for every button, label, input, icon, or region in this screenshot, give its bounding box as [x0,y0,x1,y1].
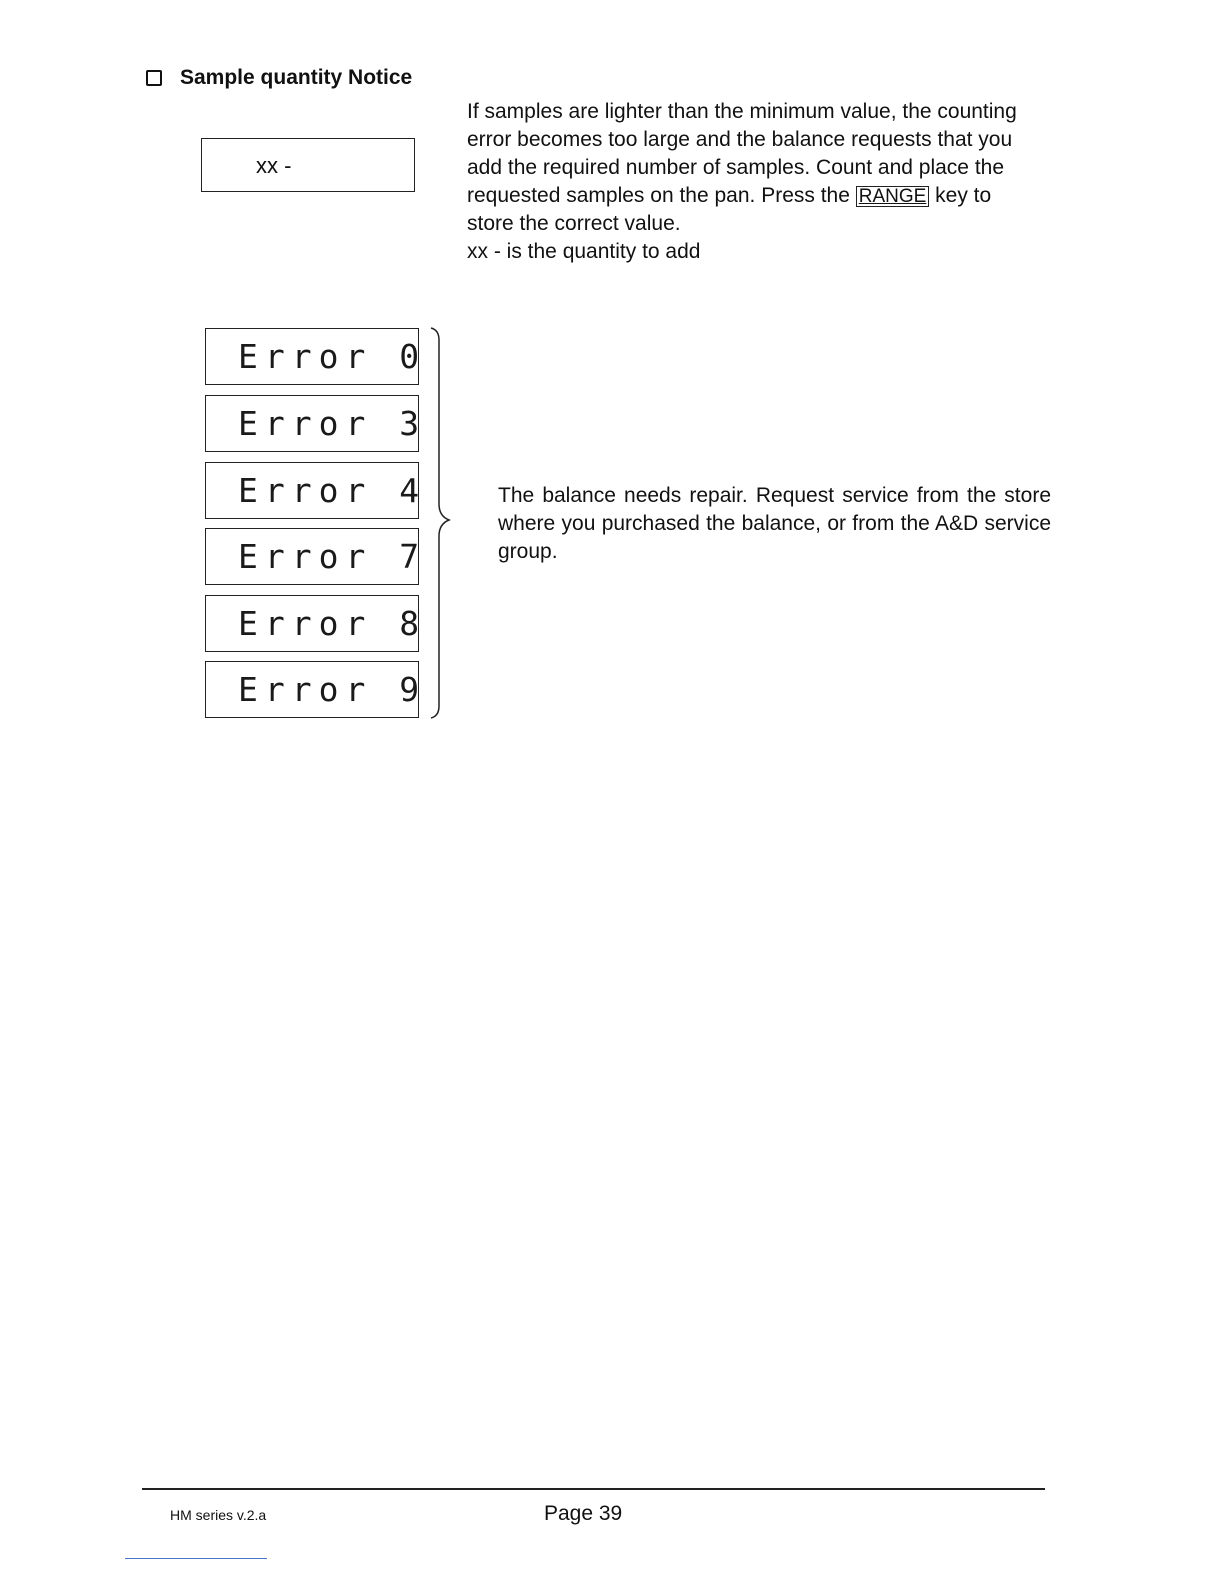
notice-display: xx - [201,138,415,192]
link-underline [125,1558,267,1559]
page-number: Page 39 [544,1502,623,1525]
error-display: Error 3 [205,395,419,452]
range-key: RANGE [856,186,930,207]
error-display: Error 0 [205,328,419,385]
error-display: Error 4 [205,462,419,519]
grouping-brace [425,326,455,720]
section-title: Sample quantity Notice [180,66,413,89]
notice-description [467,98,1052,266]
notice-line: add the required number of samples. Count and place the [467,156,1005,179]
footer-divider [142,1488,1045,1490]
notice-line: error becomes too large and the balance requests that you [467,128,1013,151]
notice-line: requested samples on the pan. Press the RANGE key to [467,184,992,207]
error-display: Error 9 [205,661,419,718]
section-heading [146,66,412,90]
footer-series: HM series v.2.a [170,1507,267,1523]
notice-line: store the correct value. [467,212,681,235]
notice-line: xx - is the quantity to add [467,240,701,263]
checkbox-icon [146,70,162,86]
error-display: Error 8 [205,595,419,652]
service-description: The balance needs repair. Request service from the store where you purchased the balance, or from the A&D service group. [498,484,1051,563]
error-display: Error 7 [205,528,419,585]
notice-line: If samples are lighter than the minimum value, the counting [467,100,1017,123]
